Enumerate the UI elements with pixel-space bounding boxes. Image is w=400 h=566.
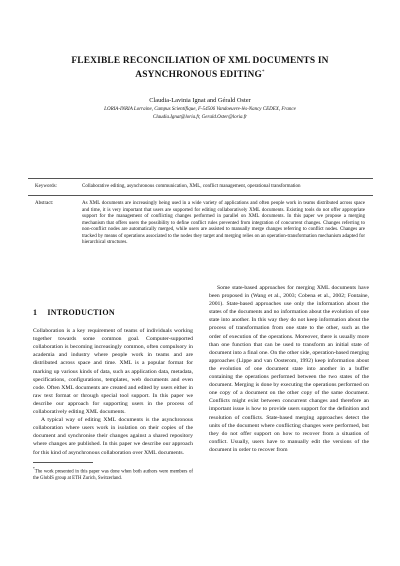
section-heading [33,309,193,317]
title-line-1: FLEXIBLE RECONCILIATION OF XML DOCUMENTS IN [71,56,329,66]
affiliation-institution: LORIA-INRIA Lorraine, Campus Scientifique, F-54506 Vandoeuvre-lès-Nancy CEDEX, France [104,107,296,112]
footnote-mark: * [33,466,35,471]
title-footnote-mark: * [261,70,265,75]
keywords-label: Keywords: [35,184,57,189]
abstract-label: Abstract: [35,201,54,206]
keywords-top-rule [28,178,373,179]
paper-title [40,55,360,81]
keywords-text: Collaborative editing, asynchronous communication, XML, conflict management, operational transformation [82,184,301,189]
author-names: Claudia-Lavinia Ignat and Gérald Oster [149,97,251,104]
abstract-text: As XML documents are increasingly being used in a wide variety of applications and often people work in teams distributed across space and time, it is very important that users are supported for editing collaboratively XML documents. Existing tools do not offer appropriate support for the management of conflicting changes performed in parallel on XML documents. In this paper we propose a merging mechanism that offers users the possibility to define conflict rules prevented from integration of concurrent changes. Changes referring to non-conflict nodes are automatically merged, while users are assisted to manually merge changes referring to conflict nodes. Changes are tracked by means of operations associated to the nodes they target and merging relies on an operation-transformation mechanism adapted for hierarchical structures. [82,201,365,245]
footnote-text: The work presented in this paper was done when both authors were members of the GlobIS group at ETH Zurich, Switzerland. [33,469,193,481]
footnote-rule [33,462,93,463]
title-line-2-text: ASYNCHRONOUS EDITING [135,70,262,81]
affiliation [40,106,360,121]
right-column [209,284,369,454]
intro-paragraph-1: Collaboration is a key requirement of teams of individuals working together towards some common goal. Computer-supported collaboration is becoming increasingly common, often compulsory in academia and industry where people work in teams and are distributed across space and time. XML is a popular format for marking up various kinds of data, such as application data, metadata, specifications, configurations, templates, web documents and even code. Often XML documents are created and edited by users either in raw text format or through special tool support. In this paper we describe our approach for supporting users in the process of collaboratively editing XML documents. [33,328,193,416]
keywords-bottom-rule [28,195,373,196]
intro-paragraph-2: A typical way of editing XML documents is the asynchronous collaboration where users work in isolation on their copies of the document and synchronise their changes against a shared repository where changes are published. In this paper we describe our approach for this kind of asynchronous collaboration over XML documents. [33,417,193,456]
footnote [33,466,193,483]
title-line-2 [40,67,360,81]
affiliation-emails: Claudia.Ignat@loria.fr, Gerald.Oster@loria.fr [152,114,248,120]
right-paragraph: Some state-based approaches for merging XML documents have been proposed in (Wang et al., 2003; Cobena et al., 2002; Fontaine, 2001). State-based approaches use only the information about the states of the documents and no information about the evolution of one state into another. In this way they do not keep information about the process of transformation from one state to the other, such as the order of execution of the operations. Moreover, there is usually more than one function that can be used to transform an initial state of document into a final one. On the other side, operation-based merging approaches (Lippe and van Oosterom, 1992) keep information about the evolution of one document state into another in a buffer containing the operations performed between the two states of the document. Merging is done by executing the operations performed on one copy of a document on the other copy of the same document. Conflicts might exist between concurrent changes and therefore an important issue is how to provide users support for the definition and resolution of conflicts. State-based merging approaches detect the units of the document where conflicting changes were performed, but they do not offer support on how to recover from a situation of conflict. Usually, users have to manually edit the versions of the document in order to recover from [209,285,369,453]
section-number: 1 [33,308,38,317]
left-column [33,309,193,482]
section-title: INTRODUCTION [47,308,115,317]
